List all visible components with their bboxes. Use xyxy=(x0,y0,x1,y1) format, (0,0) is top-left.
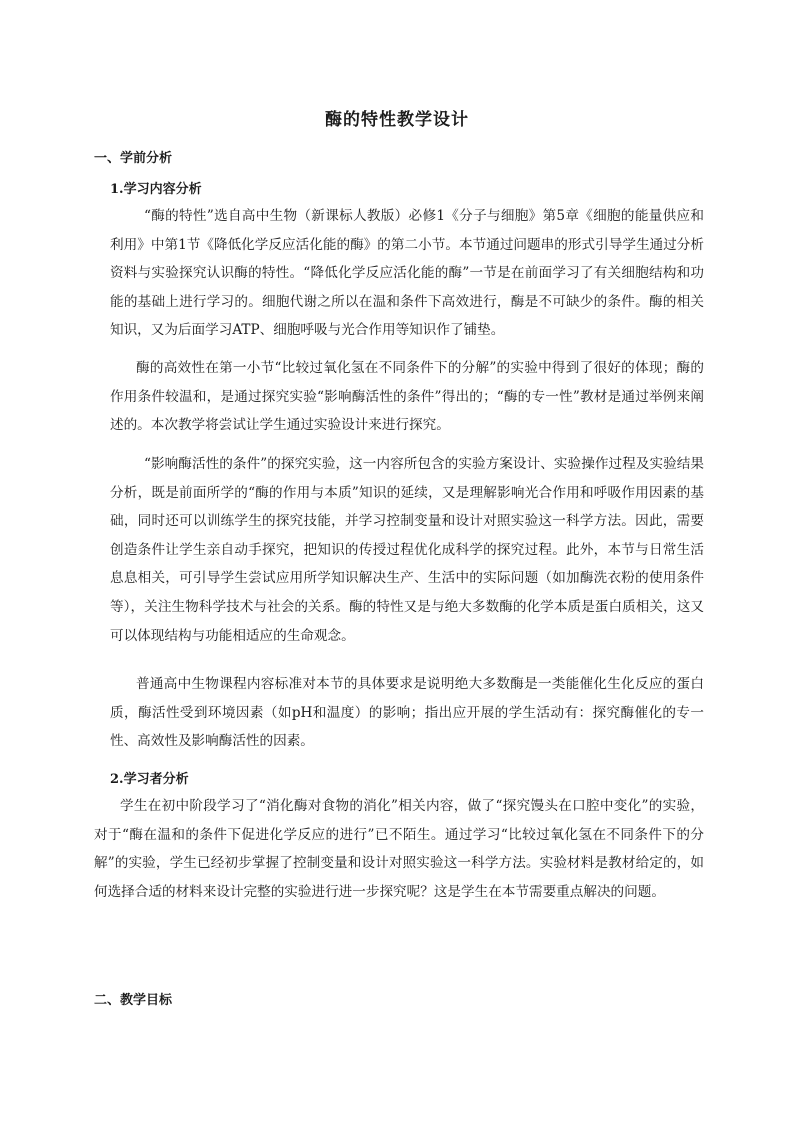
paragraph-content-analysis-4: 普通高中生物课程内容标准对本节的具体要求是说明绝大多数酶是一类能催化生化反应的蛋白质，酶活性受到环境因素（如pH和温度）的影响；指出应开展的学生活动有：探究酶催化的专一性、高效性及影响酶活性的因素。 xyxy=(110,676,704,750)
paragraph-learner-analysis: 学生在初中阶段学习了“消化酶对食物的消化”相关内容，做了“探究馒头在口腔中变化”的实验，对于“酶在温和的条件下促进化学反应的进行”已不陌生。通过学习“比较过氧化氢在不同条件下的分解”的实验，学生已经初步掌握了控制变量和设计对照实验这一科学方法。实验材料是教材给定的，如何选择合适的材料来设计完整的实验进行进一步探究呢？这是学生在本节需要重点解决的问题。 xyxy=(94,798,704,900)
paragraph-content-analysis-2: 酶的高效性在第一小节“比较过氧化氢在不同条件下的分解”的实验中得到了很好的体现；酶的作用条件较温和，是通过探究实验“影响酶活性的条件”得出的；“酶的专一性”教材是通过举例来阐述的。本次教学将尝试让学生通过实验设计来进行探究。 xyxy=(110,360,704,434)
section-heading-teaching-objectives: 二、教学目标 xyxy=(94,993,173,1008)
paragraph-content-analysis-1: “酶的特性”选自高中生物（新课标人教版）必修1《分子与细胞》第5章《细胞的能量供应和利用》中第1节《降低化学反应活化能的酶》的第二小节。本节通过问题串的形式引导学生通过分析资料与实验探究认识酶的特性。“降低化学反应活化能的酶”一节是在前面学习了有关细胞结构和功能的基础上进行学习的。细胞代谢之所以在温和条件下高效进行，酶是不可缺少的条件。酶的相关知识，又为后面学习ATP、细胞呼吸与光合作用等知识作了铺垫。 xyxy=(110,208,704,339)
document-title: 酶的特性教学设计 xyxy=(325,110,469,130)
section-heading-preclass-analysis: 一、学前分析 xyxy=(94,151,173,166)
subsection-heading-learner-analysis: 2.学习者分析 xyxy=(110,772,189,787)
subsection-heading-content-analysis: 1.学习内容分析 xyxy=(110,182,202,197)
paragraph-content-analysis-3: “影响酶活性的条件”的探究实验，这一内容所包含的实验方案设计、实验操作过程及实验结果分析，既是前面所学的“酶的作用与本质”知识的延续，又是理解影响光合作用和呼吸作用因素的基础，同时还可以训练学生的探究技能，并学习控制变量和设计对照实验这一科学方法。因此，需要创造条件让学生亲自动手探究，把知识的传授过程优化成科学的探究过程。此外，本节与日常生活息息相关，可引导学生尝试应用所学知识解决生产、生活中的实际问题（如加酶洗衣粉的使用条件等），关注生物科学技术与社会的关系。酶的特性又是与绝大多数酶的化学本质是蛋白质相关，这又可以体现结构与功能相适应的生命观念。 xyxy=(110,456,704,644)
